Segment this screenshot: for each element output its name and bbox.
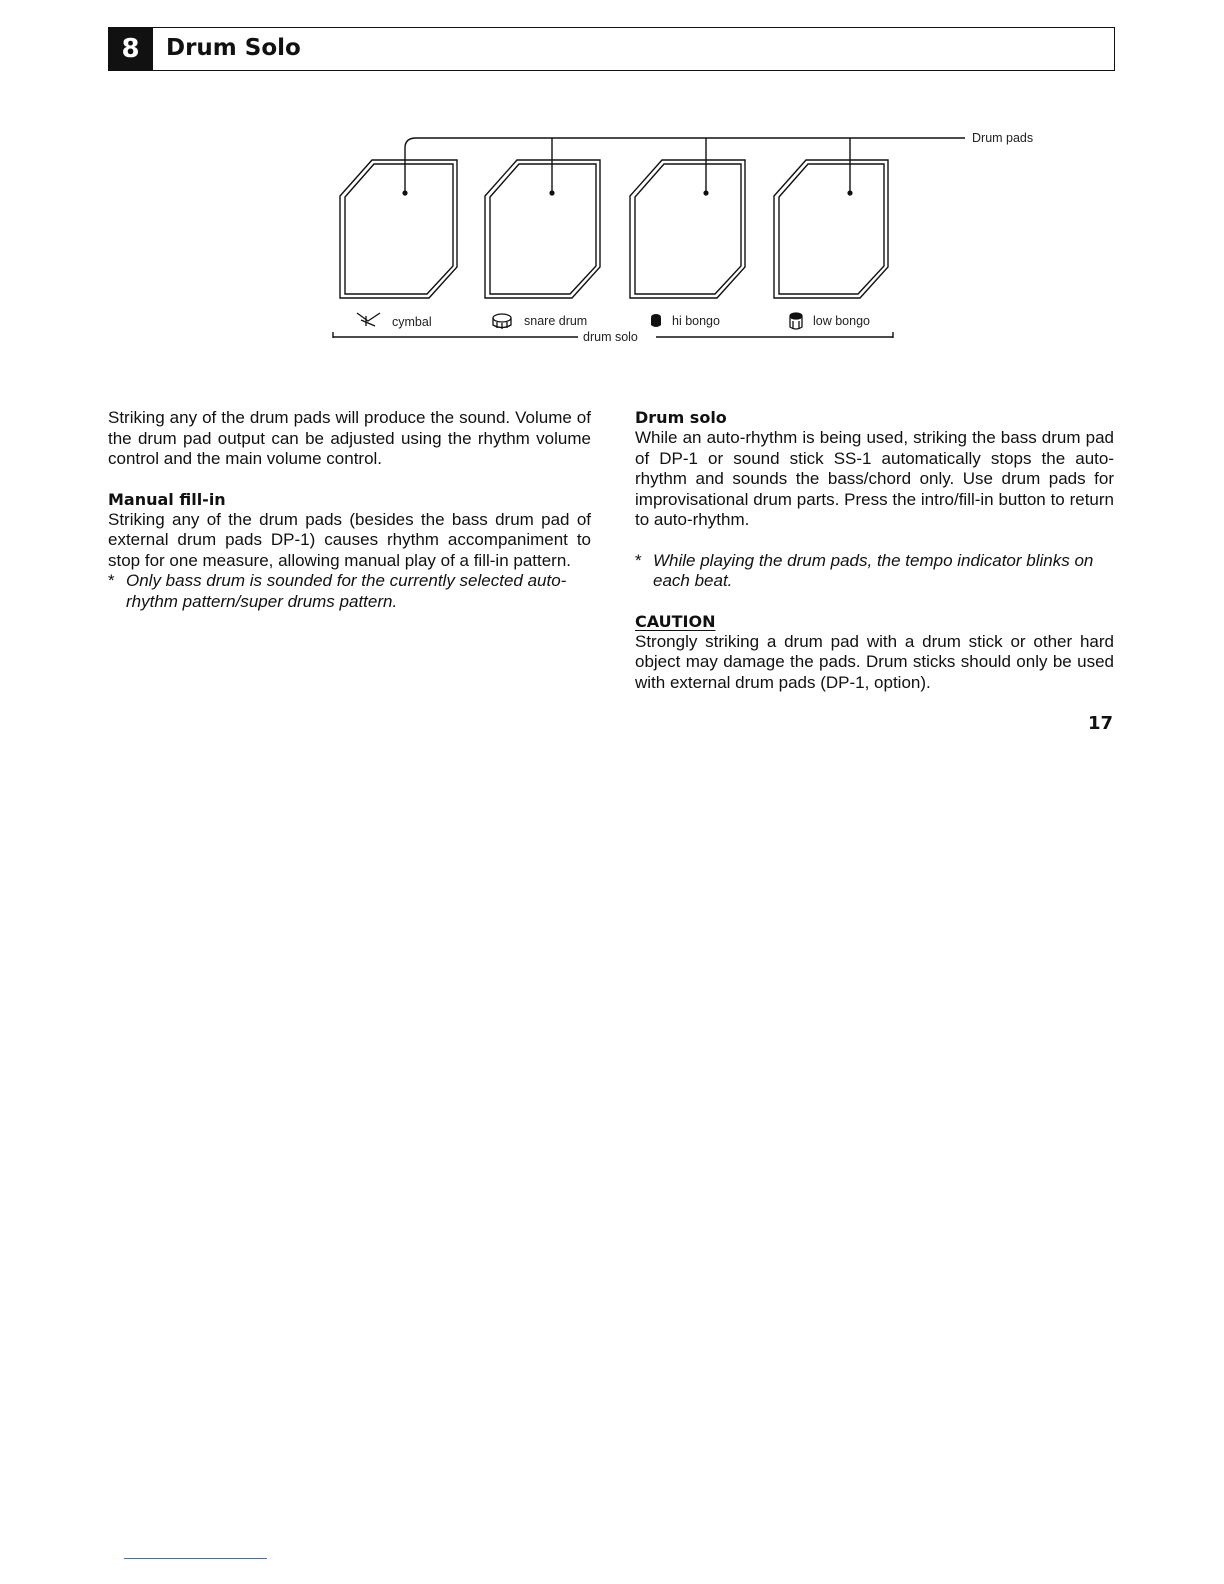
section-number: 8 [108,27,153,71]
hi-bongo-icon [651,314,661,327]
note-marker: * [108,571,115,590]
pad-label-low-bongo: low bongo [813,314,870,328]
pad-label-snare-drum: snare drum [524,314,588,328]
drum-pad-1 [340,160,457,298]
drum-solo-note [635,551,1114,592]
manual-fill-in-heading: Manual fill-in [108,489,226,509]
drum-pad-3 [630,160,745,298]
note-text: While playing the drum pads, the tempo indicator blinks on each beat. [653,550,1094,590]
drum-solo-heading: Drum solo [635,408,727,427]
note-marker: * [635,550,642,570]
low-bongo-icon [790,313,802,329]
caution-paragraph: Strongly striking a drum pad with a drum stick or other hard object may damage the pads. Drum sticks should only be used with external drum pads (DP-1, option). [635,631,1114,692]
snare-drum-icon [493,314,511,329]
intro-paragraph: Striking any of the drum pads will produce the sound. Volume of the drum pad output can be adjusted using the rhythm volume control and the main volume control. [108,408,591,468]
right-column [635,408,1114,693]
drum-pad-2 [485,160,600,298]
section-title: Drum Solo [166,35,301,61]
callout-line [405,138,965,172]
left-column [108,408,591,612]
drum-pads-callout: Drum pads [972,131,1034,145]
manual-fill-in-note [108,571,591,612]
pad-label-hi-bongo: hi bongo [672,314,720,328]
drum-pads-diagram [0,0,1224,360]
drum-pad-4 [774,160,888,298]
manual-fill-in-paragraph: Striking any of the drum pads (besides the bass drum pad of external drum pads DP-1) causes rhythm accompaniment to stop for one measure, allowing manual play of a fill-in pattern. [108,509,591,570]
pad-label-cymbal: cymbal [392,315,432,329]
page-number: 17 [1088,713,1114,734]
cymbal-icon [357,313,380,326]
drum-solo-paragraph: While an auto-rhythm is being used, striking the bass drum pad of DP-1 or sound stick SS-1 automatically stops the auto-rhythm and sounds the bass/chord only. Use drum pads for improvisational drum parts. Press the intro/fill-in button to return to auto-rhythm. [635,428,1114,529]
footer-rule [124,1558,267,1559]
caution-heading: CAUTION [635,611,716,631]
note-text: Only bass drum is sounded for the currently selected auto-rhythm pattern/super drums pattern. [126,571,567,611]
drum-solo-group-label: drum solo [583,330,638,344]
